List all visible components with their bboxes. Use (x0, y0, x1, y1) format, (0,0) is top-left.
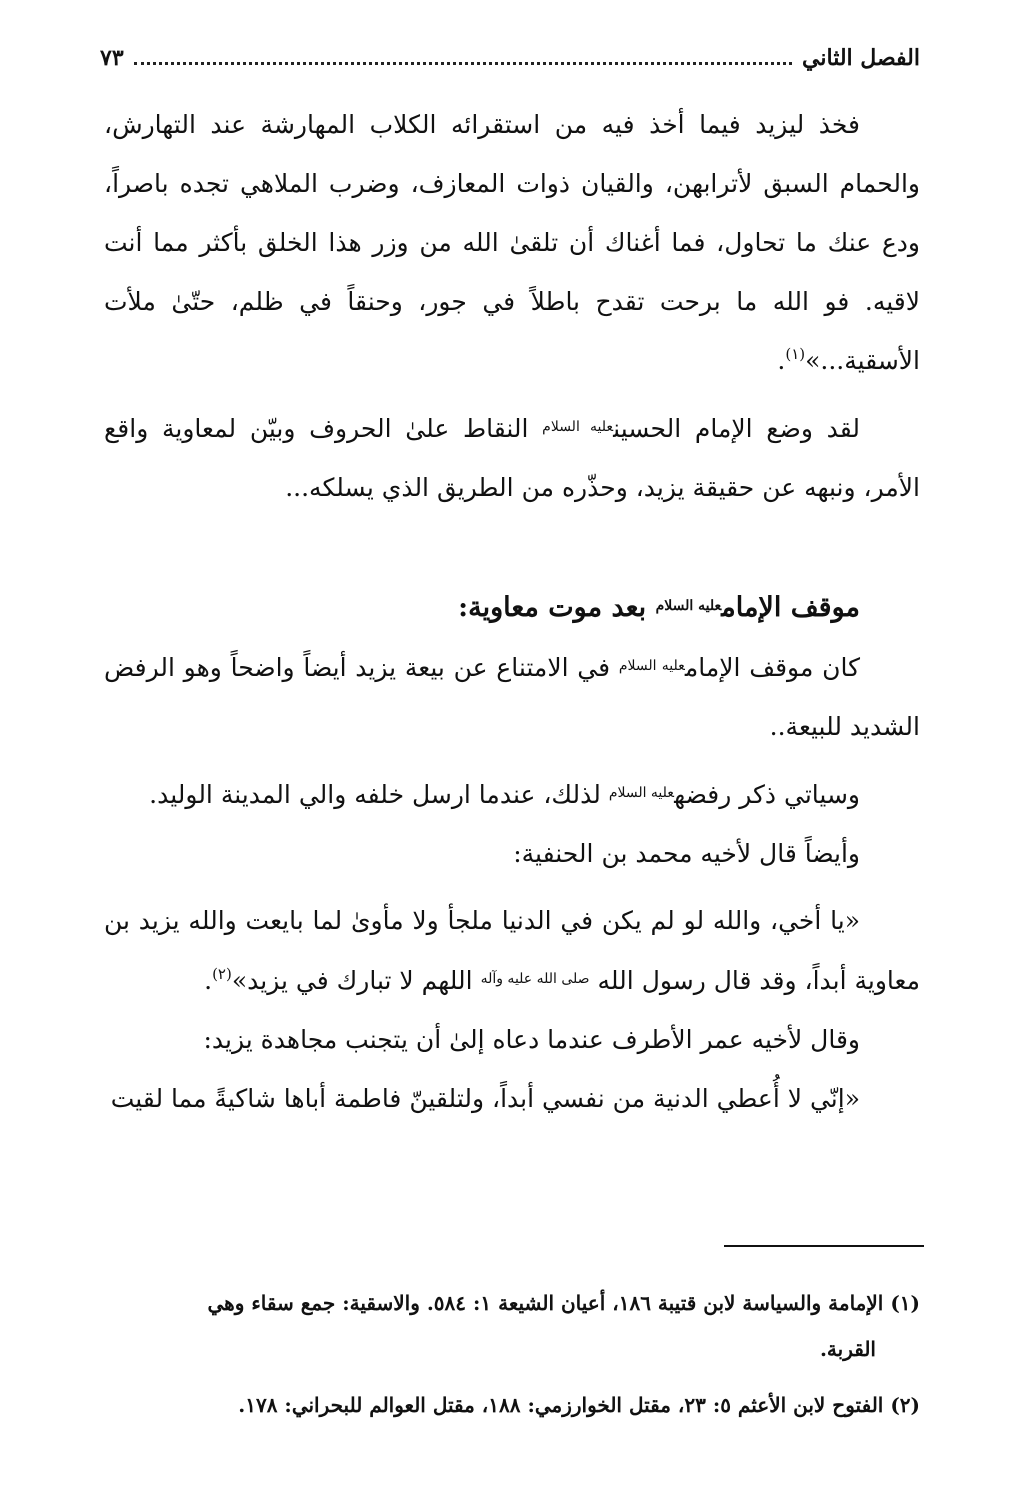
footnote-1 (104, 1280, 920, 1372)
p2-text-start: وسياتي ذكر رفضه (674, 780, 860, 809)
section-paragraph-4: «يا أخي، والله لو لم يكن في الدنيا ملجأ ولا مأوىٰ لما بايعت والله يزيد بن معاوية أبداً، وقد قال رسول الله $^{صلى الله عليه وآله}$ اللهم لا تبارك في يزيد»$^{(٢)}$. (104, 906, 920, 995)
footnote-ref-2: (٢) (212, 965, 232, 983)
footnote-text-continued: القربة. (819, 1337, 876, 1361)
quote-text: فخذ ليزيد فيما أخذ فيه من استقرائه الكلاب المهارشة عند التهارش، والحمام السبق لأترابهن، والقيان ذوات المعازف، وضرب الملاهي تجده باصراً، ودع عنك ما تحاول، فما أغناك أن تلقىٰ الله من وزر هذا الخلق بأكثر مما أنت لاقيه. فو الله ما برحت تقدح باطلاً في جور، وحنقاً في ظلم، حتّىٰ ملأت الأسقية...» (104, 110, 920, 375)
section-paragraph-2 (104, 764, 920, 824)
section-paragraph-6: «إنّي لا أُعطي الدنية من نفسي أبداً، ولتلقينّ فاطمة أباها شاكيةً مما لقيت (110, 1084, 860, 1113)
quote-paragraph: فخذ ليزيد فيما أخذ فيه من استقرائه الكلاب المهارشة عند التهارش، والحمام السبق لأترابهن، والقيان ذوات المعازف، وضرب الملاهي تجده باصراً، ودع عنك ما تحاول، فما أغناك أن تلقىٰ الله من وزر هذا الخلق بأكثر مما أنت لاقيه. فو الله ما برحت تقدح باطلاً في جور، وحنقاً في ظلم، حتّىٰ ملأت الأسقية...»$^{(١)}$. (104, 110, 920, 375)
section-paragraph-5: وقال لأخيه عمر الأطرف عندما دعاه إلىٰ أن يتجنب مجاهدة يزيد: (203, 1025, 860, 1054)
footnote-ref-1: (١) (785, 345, 806, 363)
section-paragraph-1 (104, 637, 920, 756)
page-header (100, 38, 920, 78)
main-text (104, 95, 920, 1128)
p4-text-end: اللهم لا تبارك في يزيد» (231, 966, 473, 995)
footnote-text: الإمامة والسياسة لابن قتيبة ١٨٦، أعيان الشيعة ١: ٥٨٤. والاسقية: جمع سقاء وهي (207, 1291, 884, 1315)
section-paragraph-3: وأيضاً قال لأخيه محمد بن الحنفية: (513, 839, 860, 868)
honorific-imam: عليه السلام (655, 598, 722, 614)
page-number: ٧٣ (100, 45, 124, 71)
p1-text-start: كان موقف الإمام (684, 653, 860, 682)
header-dot-leader (134, 52, 792, 65)
honorific-imam: عليه السلام (542, 419, 614, 435)
chapter-title: الفصل الثاني (802, 45, 920, 71)
footnote-2 (104, 1382, 920, 1428)
footnotes (104, 1280, 920, 1438)
commentary-text-end: النقاط علىٰ الحروف وبيّن لمعاوية واقع الأمر، ونبهه عن حقيقة يزيد، وحذّره من الطريق الذي يسلكه... (104, 414, 920, 502)
commentary-paragraph (104, 398, 920, 517)
footnote-separator (724, 1245, 924, 1247)
footnote-text: الفتوح لابن الأعثم ٥: ٢٣، مقتل الخوارزمي: ١٨٨، مقتل العوالم للبحراني: ١٧٨. (238, 1393, 884, 1417)
p4-text-start: «يا أخي، والله لو لم يكن في الدنيا ملجأ ولا مأوىٰ لما بايعت والله يزيد بن معاوية أبداً، وقد قال رسول الله (104, 906, 920, 995)
heading-text-end: بعد موت معاوية: (458, 592, 647, 623)
heading-text-start: موقف الإمام (721, 592, 860, 623)
honorific-imam: عليه السلام (608, 785, 675, 801)
honorific-imam: عليه السلام (618, 658, 685, 674)
p2-text-end: لذلك، عندما ارسل خلفه والي المدينة الوليد. (149, 780, 601, 809)
footnote-mark: (٢) (890, 1393, 920, 1417)
p1-text-end: في الامتناع عن بيعة يزيد أيضاً واضحاً وهو الرفض الشديد للبيعة.. (104, 653, 920, 741)
footnote-mark: (١) (890, 1291, 920, 1315)
section-heading (104, 577, 920, 637)
honorific-prophet: صلى الله عليه وآله (480, 971, 590, 987)
commentary-text-start: لقد وضع الإمام الحسين (613, 414, 860, 443)
